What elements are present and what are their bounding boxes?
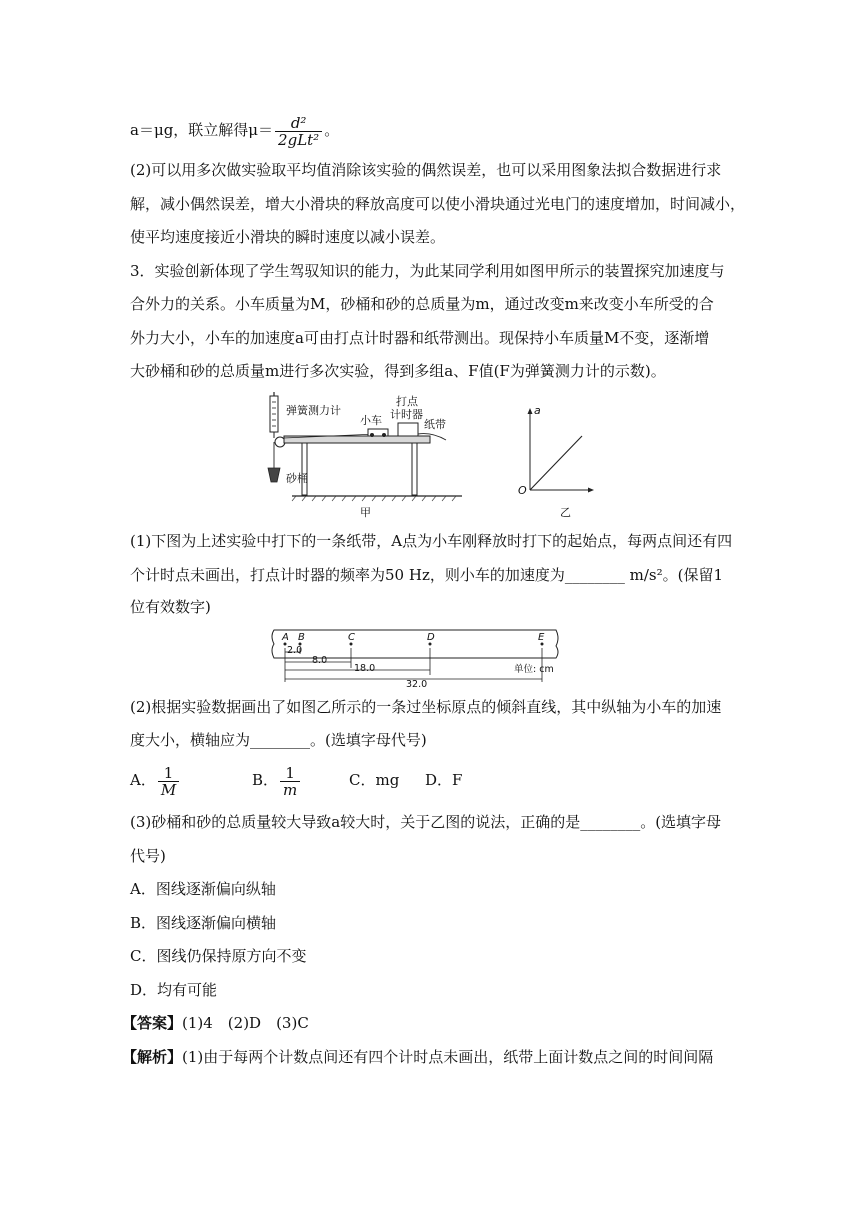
subquestion-line: 位有效数字): [130, 598, 211, 616]
option-b: [252, 762, 302, 798]
question-line: 3．实验创新体现了学生驾驭知识的能力，为此某同学利用如图甲所示的装置探究加速度与: [130, 262, 725, 280]
option-c: C．mg: [349, 771, 400, 789]
subquestion-line: 代号): [130, 847, 166, 865]
fraction-numerator: d²: [275, 115, 322, 132]
subquestion-line: (3)砂桶和砂的总质量较大导致a较大时，关于乙图的说法，正确的是________。(选填字母: [130, 813, 722, 831]
question-line: 大砂桶和砂的总质量m进行多次实验，得到多组a、F值(F为弹簧测力计的示数)。: [130, 362, 666, 380]
distance-label: 32.0: [406, 679, 428, 688]
sand-bucket-icon: [268, 468, 280, 482]
formula-suffix: 。: [324, 121, 340, 139]
option-a: [130, 762, 181, 798]
subquestion-line: 度大小，横轴应为________。(选填字母代号): [130, 731, 427, 749]
option-a-numerator: 1: [158, 765, 179, 782]
formula-line: [130, 112, 730, 148]
origin-label: O: [518, 484, 527, 497]
option-a-denominator: M: [160, 780, 177, 799]
point-label-d: D: [427, 632, 435, 643]
option-line: C．图线仍保持原方向不变: [130, 947, 307, 965]
spring-scale-label: 弹簧测力计: [286, 404, 341, 417]
tape-label: 纸带: [424, 418, 446, 431]
answer-label: 【答案】: [122, 1014, 183, 1032]
subquestion-line: (1)下图为上述实验中打下的一条纸带，A点为小车刚释放时打下的起始点，每两点间还有四: [130, 532, 733, 550]
bucket-label: 砂桶: [286, 472, 308, 485]
distance-label: 8.0: [312, 655, 328, 666]
option-d: D．F: [425, 771, 463, 789]
point-label-c: C: [348, 632, 355, 643]
paragraph-line: 使平均速度接近小滑块的瞬时速度以减小误差。: [130, 228, 446, 246]
option-b-fraction: [280, 765, 300, 798]
point-label-b: B: [298, 632, 305, 643]
option-a-fraction: [158, 765, 179, 798]
option-line: A．图线逐渐偏向纵轴: [130, 880, 276, 898]
point-label-a: A: [282, 632, 289, 643]
formula-prefix: a＝μg，联立解得μ＝: [130, 121, 274, 139]
timer-label-line2: 计时器: [390, 408, 423, 421]
fraction-denominator: 2gLt²: [278, 130, 320, 149]
answer-line: [122, 1013, 722, 1033]
cart-label: 小车: [360, 414, 382, 427]
subquestion-line: (2)根据实验数据画出了如图乙所示的一条过坐标原点的倾斜直线，其中纵轴为小车的加速: [130, 698, 722, 716]
graph-line: [530, 436, 582, 490]
analysis-line: [122, 1047, 722, 1067]
unit-label: 单位: cm: [514, 664, 554, 675]
question-line: 合外力的关系。小车质量为M，砂桶和砂的总质量为m，通过改变m来改变小车所受的合: [130, 295, 714, 313]
figure-caption-yi: 乙: [560, 506, 571, 519]
option-line: D．均有可能: [130, 981, 218, 999]
option-b-denominator: m: [283, 780, 298, 799]
option-b-label: B．: [252, 771, 279, 789]
analysis-text: (1)由于每两个计数点间还有四个计时点未画出，纸带上面计数点之间的时间间隔: [182, 1048, 714, 1066]
question-line: 外力大小，小车的加速度a可由打点计时器和纸带测出。现保持小车质量M不变，逐渐增: [130, 329, 710, 347]
distance-label: 18.0: [354, 663, 376, 674]
option-a-label: A．: [130, 771, 156, 789]
analysis-label: 【解析】: [122, 1048, 183, 1066]
timer-label-line1: 打点: [396, 395, 418, 408]
paragraph-line: (2)可以用多次做实验取平均值消除该实验的偶然误差，也可以采用图象法拟合数据进行求: [130, 161, 722, 179]
point-label-e: E: [538, 632, 545, 643]
option-b-numerator: 1: [280, 765, 300, 782]
paragraph-line: 解，减小偶然误差，增大小滑块的释放高度可以使小滑块通过光电门的速度增加，时间减小，: [130, 195, 746, 213]
graph-figure: [508, 398, 598, 520]
tape-strip: [272, 630, 558, 658]
answer-text: (1)4 (2)D (3)C: [182, 1014, 309, 1032]
formula-fraction: [275, 115, 322, 148]
distance-label: 2.0: [287, 645, 303, 656]
figure-caption-jia: 甲: [360, 506, 371, 519]
apparatus-figure: [262, 390, 472, 520]
paper-tape-figure: [268, 626, 568, 688]
subquestion-line: 个计时点未画出，打点计时器的频率为50 Hz，则小车的加速度为________ m/s²。(保留1: [130, 566, 723, 584]
y-axis-label: a: [534, 404, 541, 417]
timer-icon: [398, 423, 418, 436]
option-line: B．图线逐渐偏向横轴: [130, 914, 277, 932]
